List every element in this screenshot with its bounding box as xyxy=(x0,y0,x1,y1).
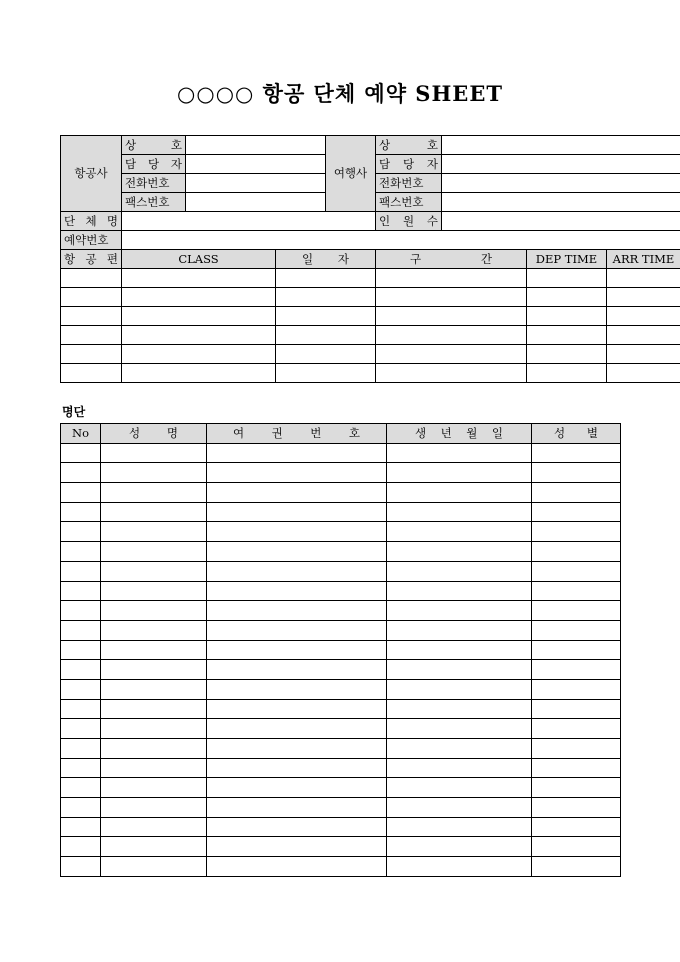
no-cell[interactable] xyxy=(61,837,101,857)
date-cell[interactable] xyxy=(276,269,376,288)
passport-cell[interactable] xyxy=(207,660,387,680)
table-row xyxy=(61,581,621,601)
no-cell[interactable] xyxy=(61,463,101,483)
table-row xyxy=(61,463,621,483)
class-cell[interactable] xyxy=(122,345,276,364)
table-row xyxy=(61,719,621,739)
dep-time-cell[interactable] xyxy=(527,364,607,383)
passport-cell[interactable] xyxy=(207,601,387,621)
gender-cell[interactable] xyxy=(532,581,621,601)
passport-cell[interactable] xyxy=(207,620,387,640)
birthdate-cell[interactable] xyxy=(387,679,532,699)
flight-row xyxy=(61,364,680,383)
agency-phone-field[interactable] xyxy=(442,174,680,193)
pax-count-label: 인 원 수 xyxy=(376,212,442,231)
list-header-no: No xyxy=(61,424,101,444)
table-row xyxy=(61,542,621,562)
birthdate-cell[interactable] xyxy=(387,561,532,581)
birthdate-cell[interactable] xyxy=(387,798,532,818)
passport-cell[interactable] xyxy=(207,463,387,483)
birthdate-cell[interactable] xyxy=(387,522,532,542)
table-row xyxy=(61,798,621,818)
gender-cell[interactable] xyxy=(532,699,621,719)
table-row xyxy=(61,857,621,877)
birthdate-cell[interactable] xyxy=(387,542,532,562)
table-row xyxy=(61,561,621,581)
passport-cell[interactable] xyxy=(207,522,387,542)
name-cell[interactable] xyxy=(101,561,207,581)
no-cell[interactable] xyxy=(61,739,101,759)
passenger-list-table xyxy=(60,423,621,877)
table-row xyxy=(61,739,621,759)
flight-row xyxy=(61,307,680,326)
flight-cell[interactable] xyxy=(61,307,122,326)
name-cell[interactable] xyxy=(101,778,207,798)
passport-cell[interactable] xyxy=(207,837,387,857)
class-cell[interactable] xyxy=(122,307,276,326)
arr-time-cell[interactable] xyxy=(607,288,680,307)
airline-phone-field[interactable] xyxy=(186,174,326,193)
passport-cell[interactable] xyxy=(207,758,387,778)
airline-fax-label: 팩스번호 xyxy=(122,193,186,212)
no-cell[interactable] xyxy=(61,522,101,542)
no-cell[interactable] xyxy=(61,601,101,621)
passport-cell[interactable] xyxy=(207,502,387,522)
name-cell[interactable] xyxy=(101,601,207,621)
name-cell[interactable] xyxy=(101,679,207,699)
gender-cell[interactable] xyxy=(532,798,621,818)
birthdate-cell[interactable] xyxy=(387,660,532,680)
table-row xyxy=(61,640,621,660)
group-name-field[interactable] xyxy=(122,212,376,231)
name-cell[interactable] xyxy=(101,522,207,542)
table-row xyxy=(61,502,621,522)
agency-company-label: 상 호 xyxy=(376,136,442,155)
no-cell[interactable] xyxy=(61,679,101,699)
group-name-label: 단 체 명 xyxy=(61,212,122,231)
airline-company-label: 상 호 xyxy=(122,136,186,155)
birthdate-cell[interactable] xyxy=(387,463,532,483)
airline-manager-label: 담 당 자 xyxy=(122,155,186,174)
name-cell[interactable] xyxy=(101,483,207,503)
list-header-birthdate: 생 년 월 일 xyxy=(387,424,532,444)
arr-time-cell[interactable] xyxy=(607,269,680,288)
passport-cell[interactable] xyxy=(207,561,387,581)
passport-cell[interactable] xyxy=(207,581,387,601)
flight-cell[interactable] xyxy=(61,345,122,364)
no-cell[interactable] xyxy=(61,857,101,877)
birthdate-cell[interactable] xyxy=(387,483,532,503)
birthdate-cell[interactable] xyxy=(387,443,532,463)
no-cell[interactable] xyxy=(61,719,101,739)
route-cell[interactable] xyxy=(376,307,527,326)
passport-cell[interactable] xyxy=(207,640,387,660)
name-cell[interactable] xyxy=(101,699,207,719)
flight-header-dep-time: DEP TIME xyxy=(527,250,607,269)
name-cell[interactable] xyxy=(101,837,207,857)
agency-manager-field[interactable] xyxy=(442,155,680,174)
flight-cell[interactable] xyxy=(61,364,122,383)
passport-cell[interactable] xyxy=(207,739,387,759)
table-row xyxy=(61,443,621,463)
gender-cell[interactable] xyxy=(532,857,621,877)
arr-time-cell[interactable] xyxy=(607,326,680,345)
list-header-gender: 성 별 xyxy=(532,424,621,444)
name-cell[interactable] xyxy=(101,719,207,739)
flight-header-class: CLASS xyxy=(122,250,276,269)
flight-cell[interactable] xyxy=(61,326,122,345)
birthdate-cell[interactable] xyxy=(387,640,532,660)
passenger-list-title: 명단 xyxy=(62,405,86,419)
no-cell[interactable] xyxy=(61,798,101,818)
birthdate-cell[interactable] xyxy=(387,739,532,759)
passport-cell[interactable] xyxy=(207,443,387,463)
pax-count-field[interactable] xyxy=(442,212,680,231)
no-cell[interactable] xyxy=(61,699,101,719)
birthdate-cell[interactable] xyxy=(387,581,532,601)
table-row xyxy=(61,601,621,621)
flight-row xyxy=(61,326,680,345)
gender-cell[interactable] xyxy=(532,739,621,759)
gender-cell[interactable] xyxy=(532,679,621,699)
no-cell[interactable] xyxy=(61,660,101,680)
birthdate-cell[interactable] xyxy=(387,699,532,719)
birthdate-cell[interactable] xyxy=(387,719,532,739)
flight-row xyxy=(61,269,680,288)
name-cell[interactable] xyxy=(101,463,207,483)
no-cell[interactable] xyxy=(61,620,101,640)
list-header-name: 성 명 xyxy=(101,424,207,444)
name-cell[interactable] xyxy=(101,581,207,601)
passport-cell[interactable] xyxy=(207,699,387,719)
route-cell[interactable] xyxy=(376,345,527,364)
dep-time-cell[interactable] xyxy=(527,326,607,345)
no-cell[interactable] xyxy=(61,640,101,660)
name-cell[interactable] xyxy=(101,542,207,562)
no-cell[interactable] xyxy=(61,483,101,503)
dep-time-cell[interactable] xyxy=(527,269,607,288)
gender-cell[interactable] xyxy=(532,837,621,857)
birthdate-cell[interactable] xyxy=(387,837,532,857)
arr-time-cell[interactable] xyxy=(607,345,680,364)
airline-company-field[interactable] xyxy=(186,136,326,155)
class-cell[interactable] xyxy=(122,364,276,383)
gender-cell[interactable] xyxy=(532,817,621,837)
passport-cell[interactable] xyxy=(207,679,387,699)
flight-header-date: 일 자 xyxy=(276,250,376,269)
dep-time-cell[interactable] xyxy=(527,345,607,364)
table-row xyxy=(61,620,621,640)
no-cell[interactable] xyxy=(61,502,101,522)
reservation-no-field[interactable] xyxy=(122,231,680,250)
birthdate-cell[interactable] xyxy=(387,778,532,798)
gender-cell[interactable] xyxy=(532,443,621,463)
dep-time-cell[interactable] xyxy=(527,288,607,307)
passport-cell[interactable] xyxy=(207,817,387,837)
agency-phone-label: 전화번호 xyxy=(376,174,442,193)
birthdate-cell[interactable] xyxy=(387,601,532,621)
name-cell[interactable] xyxy=(101,817,207,837)
route-cell[interactable] xyxy=(376,288,527,307)
gender-cell[interactable] xyxy=(532,620,621,640)
class-cell[interactable] xyxy=(122,326,276,345)
route-cell[interactable] xyxy=(376,269,527,288)
passport-cell[interactable] xyxy=(207,798,387,818)
name-cell[interactable] xyxy=(101,443,207,463)
agency-group-label: 여행사 xyxy=(326,136,376,212)
flight-header-route: 구 간 xyxy=(376,250,527,269)
booking-info-table xyxy=(60,135,680,383)
no-cell[interactable] xyxy=(61,581,101,601)
name-cell[interactable] xyxy=(101,798,207,818)
flight-cell[interactable] xyxy=(61,269,122,288)
airline-manager-field[interactable] xyxy=(186,155,326,174)
dep-time-cell[interactable] xyxy=(527,307,607,326)
flight-header-arr-time: ARR TIME xyxy=(607,250,680,269)
airline-fax-field[interactable] xyxy=(186,193,326,212)
agency-manager-label: 담 당 자 xyxy=(376,155,442,174)
passport-cell[interactable] xyxy=(207,483,387,503)
no-cell[interactable] xyxy=(61,758,101,778)
date-cell[interactable] xyxy=(276,288,376,307)
birthdate-cell[interactable] xyxy=(387,857,532,877)
no-cell[interactable] xyxy=(61,443,101,463)
no-cell[interactable] xyxy=(61,542,101,562)
airline-phone-label: 전화번호 xyxy=(122,174,186,193)
passport-cell[interactable] xyxy=(207,719,387,739)
table-row xyxy=(61,837,621,857)
no-cell[interactable] xyxy=(61,778,101,798)
page-title: ○○○○ 항공 단체 예약 SHEET xyxy=(177,81,503,106)
date-cell[interactable] xyxy=(276,364,376,383)
reservation-no-label: 예약번호 xyxy=(61,231,122,250)
name-cell[interactable] xyxy=(101,640,207,660)
gender-cell[interactable] xyxy=(532,660,621,680)
date-cell[interactable] xyxy=(276,326,376,345)
table-row xyxy=(61,778,621,798)
agency-fax-field[interactable] xyxy=(442,193,680,212)
date-cell[interactable] xyxy=(276,345,376,364)
flight-row xyxy=(61,288,680,307)
class-cell[interactable] xyxy=(122,269,276,288)
birthdate-cell[interactable] xyxy=(387,620,532,640)
gender-cell[interactable] xyxy=(532,561,621,581)
table-row xyxy=(61,679,621,699)
name-cell[interactable] xyxy=(101,758,207,778)
table-row xyxy=(61,522,621,542)
name-cell[interactable] xyxy=(101,739,207,759)
arr-time-cell[interactable] xyxy=(607,364,680,383)
list-header-passport: 여 권 번 호 xyxy=(207,424,387,444)
table-row xyxy=(61,699,621,719)
table-row xyxy=(61,758,621,778)
birthdate-cell[interactable] xyxy=(387,758,532,778)
table-row xyxy=(61,817,621,837)
gender-cell[interactable] xyxy=(532,542,621,562)
gender-cell[interactable] xyxy=(532,719,621,739)
gender-cell[interactable] xyxy=(532,601,621,621)
name-cell[interactable] xyxy=(101,502,207,522)
gender-cell[interactable] xyxy=(532,483,621,503)
gender-cell[interactable] xyxy=(532,502,621,522)
agency-fax-label: 팩스번호 xyxy=(376,193,442,212)
table-row xyxy=(61,483,621,503)
route-cell[interactable] xyxy=(376,326,527,345)
flight-cell[interactable] xyxy=(61,288,122,307)
name-cell[interactable] xyxy=(101,857,207,877)
no-cell[interactable] xyxy=(61,817,101,837)
gender-cell[interactable] xyxy=(532,522,621,542)
gender-cell[interactable] xyxy=(532,778,621,798)
name-cell[interactable] xyxy=(101,660,207,680)
birthdate-cell[interactable] xyxy=(387,502,532,522)
birthdate-cell[interactable] xyxy=(387,817,532,837)
name-cell[interactable] xyxy=(101,620,207,640)
airline-group-label: 항공사 xyxy=(61,136,122,212)
no-cell[interactable] xyxy=(61,561,101,581)
flight-row xyxy=(61,345,680,364)
flight-header-flight: 항 공 편 xyxy=(61,250,122,269)
gender-cell[interactable] xyxy=(532,758,621,778)
class-cell[interactable] xyxy=(122,288,276,307)
passport-cell[interactable] xyxy=(207,857,387,877)
table-row xyxy=(61,660,621,680)
gender-cell[interactable] xyxy=(532,463,621,483)
date-cell[interactable] xyxy=(276,307,376,326)
gender-cell[interactable] xyxy=(532,640,621,660)
route-cell[interactable] xyxy=(376,364,527,383)
passport-cell[interactable] xyxy=(207,542,387,562)
agency-company-field[interactable] xyxy=(442,136,680,155)
passport-cell[interactable] xyxy=(207,778,387,798)
arr-time-cell[interactable] xyxy=(607,307,680,326)
